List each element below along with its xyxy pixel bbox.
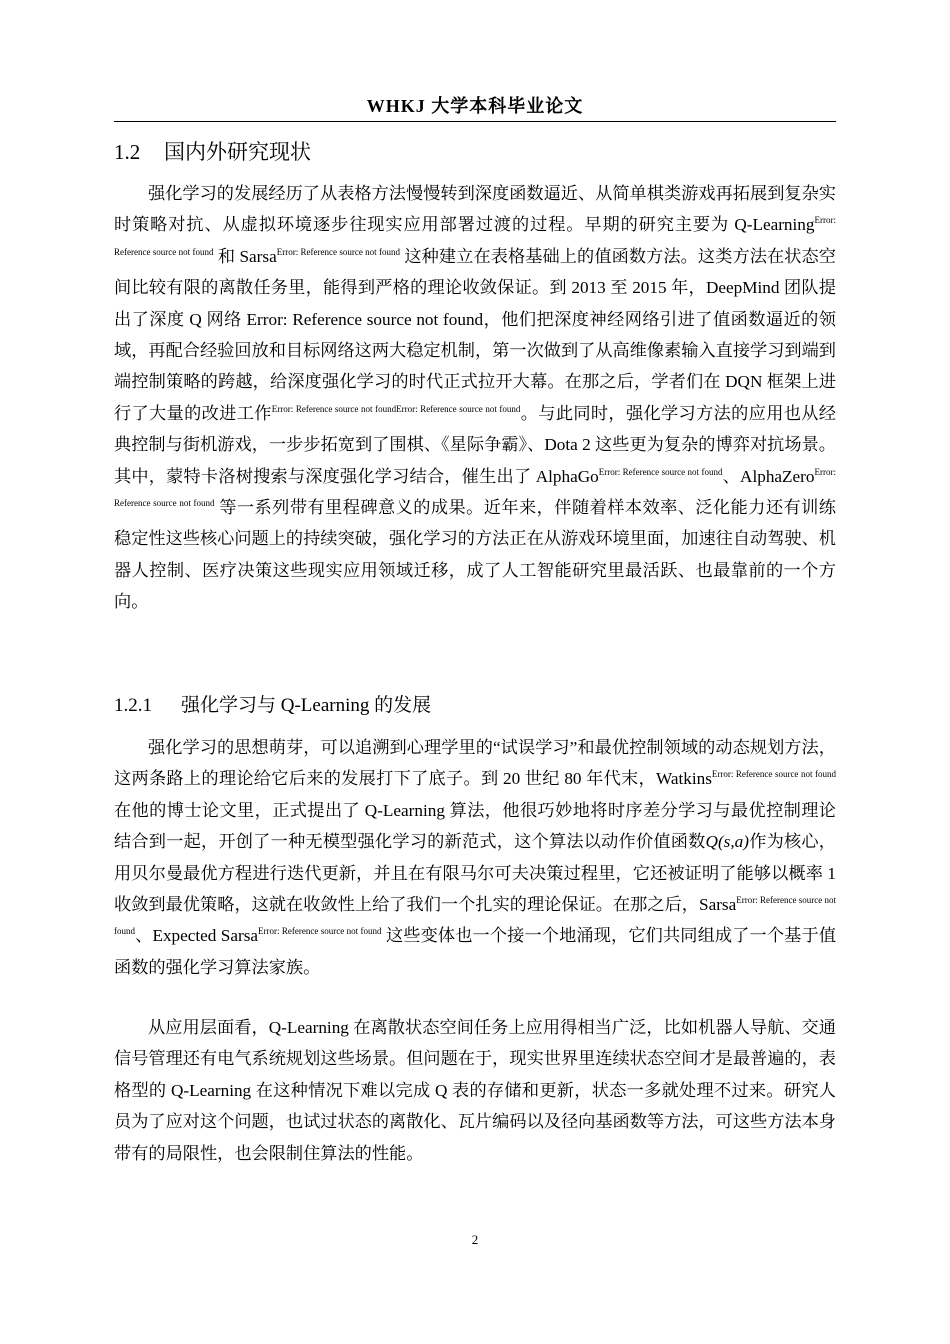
paragraph-application-limits: 从应用层面看，Q-Learning 在离散状态空间任务上应用得相当广泛，比如机器人导航、交通信号管理还有电气系统规划这些场景。但问题在于，现实世界里连续状态空间才是最普遍的，表格型的 Q-Learning 在这种情况下难以完成 Q 表的存储和更新，状态一多就处理不过来。研究人员为了应对这个问题，也试过状态的离散化、瓦片编码以及径向基函数等方法，可这些方法本身带有的局限性，也会限制住算法的性能。 — [114, 1018, 836, 1163]
text-run: 等一系列带有里程碑意义的成果。近年来，伴随着样本效率、泛化能力还有训练稳定性这些核心问题上的持续突破，强化学习的方法正在从游戏环境里面，加速往自动驾驶、机器人控制、医疗决策这些现实应用领域迁移，成了人工智能研究里最活跃、也最靠前的一个方向。 — [114, 498, 836, 612]
text-run: 、Expected Sarsa — [135, 926, 259, 946]
math-q-function: Q(s,a) — [705, 832, 749, 852]
text-run: 和 Sarsa — [213, 246, 277, 266]
text-run: 。与此同时，强化学习方法的应用也从经典控制与街机游戏，一步步拓宽到了围棋、《星际争霸》、Dota 2 这些更为复杂的博弈对抗场景。其中，蒙特卡洛树搜索与深度强化学习结合，催生出了 AlphaGo — [114, 403, 836, 486]
text-run: 作为核心，用贝尔曼最优方程进行迭代更新，并且在有限马尔可夫决策过程里，它还被证明了能够以概率 1 收敛到最优策略，这就在收敛性上给了我们一个扎实的理论保证。在那之后，Sarsa — [114, 832, 836, 915]
text-run: 在他的博士论文里，正式提出了 Q-Learning 算法，他很巧妙地将时序差分学习与最优控制理论结合到一起，开创了一种无模型强化学习的新范式，这个算法以动作价值函数 — [114, 800, 836, 852]
text-run: 、AlphaZero — [722, 466, 815, 486]
paragraph-research-status — [114, 178, 836, 618]
subsection-number: 1.2.1 — [114, 695, 152, 716]
section-title: 国内外研究现状 — [164, 140, 311, 164]
citation-error: Error: Reference source not found — [114, 895, 837, 937]
subsection-heading — [114, 690, 431, 717]
citation-error: Error: Reference source not found — [711, 769, 836, 780]
citation-error: Error: Reference source not found — [598, 466, 723, 477]
section-heading — [114, 136, 311, 166]
page-number: 2 — [471, 1232, 479, 1247]
citation-error: Error: Reference source not found — [114, 466, 836, 509]
text-run: 强化学习的思想萌芽，可以追溯到心理学里的“试误学习”和最优控制领域的动态规划方法，这两条路上的理论给它后来的发展打下了底子。到 20 世纪 80 年代末，Watkins — [114, 738, 836, 789]
text-run: 这些变体也一个接一个地涌现，它们共同组成了一个基于值函数的强化学习算法家族。 — [114, 926, 837, 977]
citation-error: Error: Reference source not found — [258, 926, 382, 937]
text-run: 强化学习的发展经历了从表格方法慢慢转到深度函数逼近、从简单棋类游戏再拓展到复杂实时策略对抗、从虚拟环境逐步往现实应用部署过渡的过程。早期的研究主要为 Q-Learning — [114, 184, 836, 235]
citation-error: Error: Reference source not found — [276, 246, 400, 257]
header-rule — [114, 121, 836, 122]
paragraph-q-learning-history — [114, 732, 836, 983]
citation-error: Error: Reference source not found — [396, 403, 521, 414]
section-number: 1.2 — [114, 140, 141, 164]
citation-error: Error: Reference source not found — [271, 403, 397, 414]
running-header: WHKJ 大学本科毕业论文 — [366, 96, 584, 116]
subsection-title: 强化学习与 Q-Learning 的发展 — [181, 695, 432, 716]
citation-error: Error: Reference source not found — [114, 215, 836, 257]
text-run: 这种建立在表格基础上的值函数方法。这类方法在状态空间比较有限的离散任务里，能得到严格的理论收敛保证。到 2013 至 2015 年，DeepMind 团队提出了深度 Q 网络 Error: Reference source not found，他们把深度神经网络引进了值函数逼近的领域，再配合经验回放和目标网络这两大稳定机制，第一次做到了从高维像素输入直接学习到端到端控制策略的跨越，给深度强化学习的时代正式拉开大幕。在那之后，学者们在 DQN 框架上进行了大量的改进工作 — [114, 246, 836, 423]
